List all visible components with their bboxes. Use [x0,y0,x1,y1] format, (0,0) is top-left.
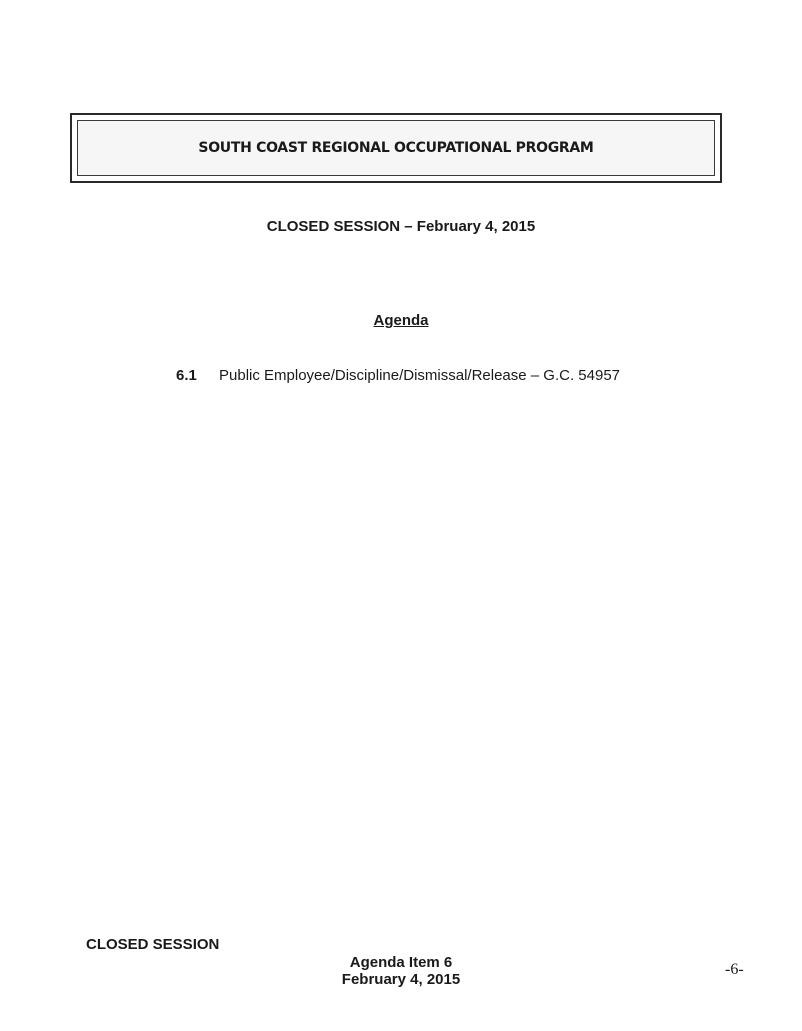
header-inner [77,120,715,176]
page-number: -6- [725,961,744,978]
header-box [70,113,722,183]
footer-center [0,954,802,988]
footer-agenda-item: Agenda Item 6 [349,954,453,971]
agenda-heading: Agenda [373,312,429,329]
footer-session-label: CLOSED SESSION [86,936,220,953]
organization-title: SOUTH COAST REGIONAL OCCUPATIONAL PROGRAM [198,140,594,156]
agenda-item-number: 6.1 [176,367,197,384]
agenda-item [176,367,620,384]
session-title: CLOSED SESSION – February 4, 2015 [266,218,536,235]
agenda-item-text: Public Employee/Discipline/Dismissal/Release – G.C. 54957 [219,367,621,384]
footer-date: February 4, 2015 [341,971,461,988]
